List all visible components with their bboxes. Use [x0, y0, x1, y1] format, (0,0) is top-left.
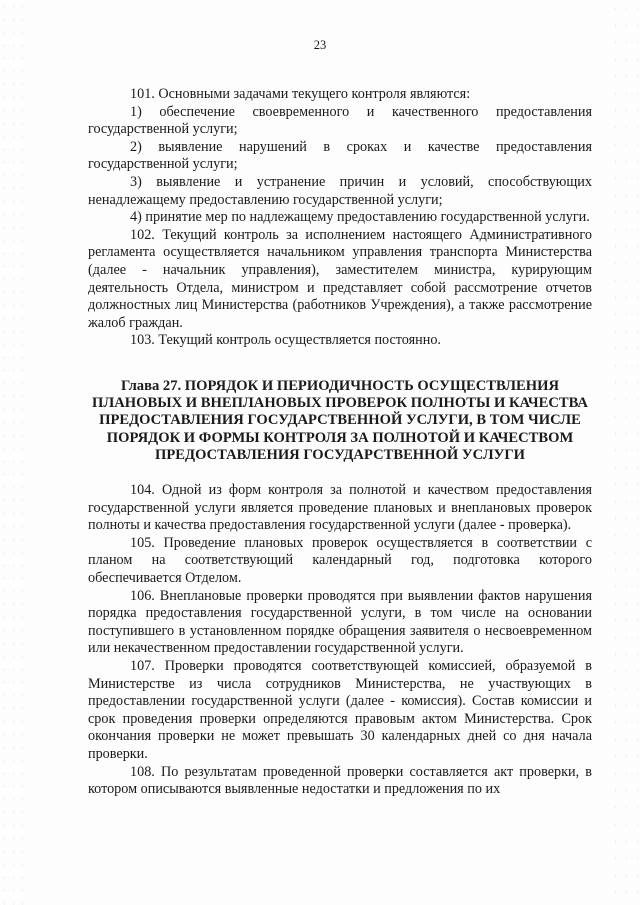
paragraph-101: 101. Основными задачами текущего контроля являются: — [130, 86, 471, 102]
paragraph-105: 105. Проведение плановых проверок осуществляется в соответствии с планом на соответствующий календарный год, подготовка которого обеспечивается Отделом. — [88, 534, 592, 586]
paragraph-103: 103. Текущий контроль осуществляется постоянно. — [130, 332, 441, 349]
paragraph-106: 106. Внеплановые проверки проводятся при выявлении фактов нарушения порядка предоставления государственной услуги, в том числе на основании поступившего в установленном порядке обращения заявителя о несвоевременном или некачественном предоставлении государственной услуги. — [88, 587, 592, 657]
scan-noise-left — [0, 0, 30, 905]
list-item-3: 3) выявление и устранение причин и условий, способствующих ненадлежащему предоставлению государственной услуги; — [88, 173, 592, 208]
paragraph-104: 104. Одной из форм контроля за полнотой и качеством предоставления государственной услуги является проведение плановых и внеплановых проверок полноты и качества предоставления государственной услуги (далее - проверка). — [88, 482, 592, 534]
paragraph-102: 102. Текущий контроль за исполнением настоящего Административного регламента осуществляется начальником управления транспорта Министерства (далее - начальник управления), заместителем министра, курирующим деятельность Отдела, министром и представляет собой рассмотрение отчетов должностных лиц Министерства (работников Учреждения), а также рассмотрение жалоб граждан. — [88, 226, 592, 331]
list-item-4: 4) принятие мер по надлежащему предоставлению государственной услуги. — [130, 209, 590, 226]
chapter-title: Глава 27. ПОРЯДОК И ПЕРИОДИЧНОСТЬ ОСУЩЕСТВЛЕНИЯ ПЛАНОВЫХ И ВНЕПЛАНОВЫХ ПРОВЕРОК ПОЛНОТЫ И КАЧЕСТВА ПРЕДОСТАВЛЕНИЯ ГОСУДАРСТВЕННОЙ УСЛУГИ, В ТОМ ЧИСЛЕ ПОРЯДОК И ФОРМЫ КОНТРОЛЯ ЗА ПОЛНОТОЙ И КАЧЕСТВОМ ПРЕДОСТАВЛЕНИЯ ГОСУДАРСТВЕННОЙ УСЛУГИ — [92, 378, 588, 463]
list-item-2: 2) выявление нарушений в сроках и качестве предоставления государственной услуги; — [88, 138, 592, 173]
paragraph-108: 108. По результатам проведенной проверки составляется акт проверки, в котором описываются выявленные недостатки и предложения по их — [88, 763, 592, 798]
scan-noise-right — [610, 0, 640, 905]
text-block-after-chapter — [88, 482, 592, 799]
list-item-1: 1) обеспечение своевременного и качественного предоставления государственной услуги; — [88, 103, 592, 138]
text-block-before-chapter — [88, 86, 592, 350]
page-number: 23 — [313, 38, 327, 52]
paragraph-107: 107. Проверки проводятся соответствующей комиссией, образуемой в Министерстве из числа сотрудников Министерства, не участвующих в предоставлении государственной услуги (далее - комиссия). Состав комиссии и срок проведения проверки определяются правовым актом Министерства. Срок окончания проверки не может превышать 30 календарных дней со дня начала проверки. — [88, 657, 592, 762]
